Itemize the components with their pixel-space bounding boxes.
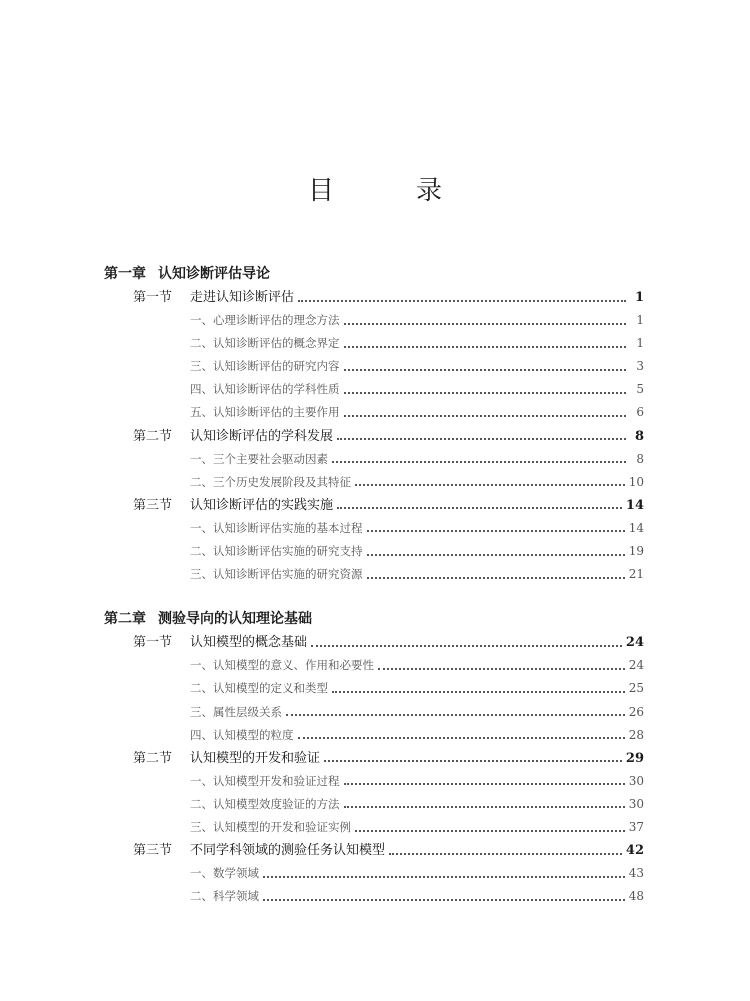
- dot-leader: [389, 853, 622, 855]
- toc-item-row[interactable]: [104, 332, 644, 355]
- page-number: 19: [628, 544, 644, 559]
- section-number: 第三节: [133, 843, 173, 859]
- dot-leader: [344, 392, 627, 394]
- page-number: 3: [636, 359, 644, 374]
- chapter-name: 认知诊断评估导论: [158, 266, 270, 282]
- item-title: 四、认知诊断评估的学科性质: [190, 382, 340, 397]
- dot-leader: [367, 530, 625, 532]
- dot-leader: [344, 806, 625, 808]
- item-title: 三、属性层级关系: [190, 704, 282, 719]
- page-number: 8: [634, 428, 644, 444]
- toc-item-row[interactable]: [104, 701, 644, 724]
- dot-leader: [324, 760, 622, 762]
- dot-leader: [298, 300, 626, 302]
- dot-leader: [355, 484, 625, 486]
- item-title: 一、认知模型的意义、作用和必要性: [190, 658, 374, 673]
- page-number: 21: [628, 567, 644, 582]
- section-title: 认知诊断评估的学科发展: [190, 428, 334, 444]
- dot-leader: [337, 507, 622, 509]
- toc-item-row[interactable]: [104, 654, 644, 677]
- toc-item-row[interactable]: [104, 355, 644, 378]
- page-number: 1: [634, 290, 644, 305]
- dot-leader: [298, 737, 625, 739]
- page-number: 28: [628, 727, 644, 742]
- chapter-heading: [104, 608, 644, 631]
- toc-item-row[interactable]: [104, 471, 644, 494]
- dot-leader: [367, 577, 625, 579]
- toc-item-row[interactable]: [104, 885, 644, 908]
- page-number: 26: [628, 704, 644, 719]
- chapter-heading: [104, 263, 644, 286]
- toc-item-row[interactable]: [104, 793, 644, 816]
- toc-item-row[interactable]: [104, 862, 644, 885]
- toc-section-row[interactable]: [104, 286, 644, 309]
- page-number: 24: [628, 658, 644, 673]
- page-number: 24: [625, 635, 644, 651]
- page-number: 43: [628, 866, 644, 881]
- page-number: 10: [628, 474, 644, 489]
- toc-item-row[interactable]: [104, 724, 644, 747]
- page-number: 6: [636, 405, 644, 420]
- item-title: 二、科学领域: [190, 889, 259, 904]
- section-title: 走进认知诊断评估: [190, 290, 295, 305]
- dot-leader: [355, 830, 625, 832]
- item-title: 二、认知模型效度验证的方法: [190, 796, 340, 811]
- item-title: 五、认知诊断评估的主要作用: [190, 405, 340, 420]
- dot-leader: [367, 554, 625, 556]
- dot-leader: [286, 714, 625, 716]
- item-title: 一、认知诊断评估实施的基本过程: [190, 520, 363, 535]
- dot-leader: [337, 438, 626, 440]
- page-number: 1: [636, 313, 644, 328]
- section-number: 第三节: [133, 497, 173, 513]
- item-title: 一、三个主要社会驱动因素: [190, 451, 328, 466]
- section-title: 认知模型的概念基础: [190, 635, 308, 651]
- toc-item-row[interactable]: [104, 448, 644, 471]
- dot-leader: [378, 668, 625, 670]
- toc-section-row[interactable]: [104, 839, 644, 862]
- page-number: 29: [625, 750, 644, 766]
- dot-leader: [344, 415, 627, 417]
- item-title: 一、认知模型开发和验证过程: [190, 773, 340, 788]
- toc-item-row[interactable]: [104, 816, 644, 839]
- toc-item-row[interactable]: [104, 378, 644, 401]
- dot-leader: [311, 645, 622, 647]
- item-title: 一、心理诊断评估的理念方法: [190, 313, 340, 328]
- toc-item-row[interactable]: [104, 677, 644, 700]
- page-title: 目 录: [307, 176, 470, 206]
- dot-leader: [344, 346, 627, 348]
- page-number: 25: [628, 681, 644, 696]
- dot-leader: [263, 876, 625, 878]
- dot-leader: [332, 461, 626, 463]
- page-number: 8: [636, 451, 644, 466]
- dot-leader: [344, 323, 627, 325]
- section-title: 不同学科领域的测验任务认知模型: [190, 843, 386, 859]
- item-title: 二、三个历史发展阶段及其特征: [190, 474, 351, 489]
- page-number: 5: [636, 382, 644, 397]
- section-title: 认知诊断评估的实践实施: [190, 497, 334, 513]
- item-title: 三、认知诊断评估实施的研究资源: [190, 567, 363, 582]
- toc-section-row[interactable]: [104, 747, 644, 770]
- section-number: 第二节: [133, 428, 173, 444]
- page-number: 1: [636, 336, 644, 351]
- chapter-number: 第一章: [104, 266, 146, 282]
- toc-item-row[interactable]: [104, 563, 644, 586]
- section-number: 第一节: [133, 635, 173, 651]
- toc-item-row[interactable]: [104, 540, 644, 563]
- dot-leader: [332, 691, 625, 693]
- page-number: 30: [628, 796, 644, 811]
- toc-section-row[interactable]: [104, 425, 644, 448]
- page-number: 37: [628, 819, 644, 834]
- page-number: 14: [625, 497, 644, 513]
- page-number: 14: [628, 520, 644, 535]
- item-title: 二、认知诊断评估的概念界定: [190, 336, 340, 351]
- toc-item-row[interactable]: [104, 309, 644, 332]
- page-number: 42: [625, 843, 644, 859]
- toc-section-row[interactable]: [104, 631, 644, 654]
- item-title: 三、认知诊断评估的研究内容: [190, 359, 340, 374]
- toc-section-row[interactable]: [104, 494, 644, 517]
- item-title: 一、数学领域: [190, 866, 259, 881]
- dot-leader: [344, 783, 625, 785]
- item-title: 四、认知模型的粒度: [190, 727, 294, 742]
- page-number: 30: [628, 773, 644, 788]
- section-number: 第二节: [133, 750, 173, 766]
- toc-item-row[interactable]: [104, 770, 644, 793]
- section-number: 第一节: [133, 290, 173, 305]
- chapter-number: 第二章: [104, 611, 146, 628]
- dot-leader: [263, 899, 625, 901]
- toc-item-row[interactable]: [104, 401, 644, 424]
- chapter-name: 测验导向的认知理论基础: [158, 611, 312, 628]
- section-title: 认知模型的开发和验证: [190, 750, 321, 766]
- item-title: 二、认知诊断评估实施的研究支持: [190, 544, 363, 559]
- item-title: 二、认知模型的定义和类型: [190, 681, 328, 696]
- item-title: 三、认知模型的开发和验证实例: [190, 819, 351, 834]
- toc-item-row[interactable]: [104, 517, 644, 540]
- dot-leader: [344, 369, 627, 371]
- page-number: 48: [628, 889, 644, 904]
- table-of-contents: [104, 263, 644, 908]
